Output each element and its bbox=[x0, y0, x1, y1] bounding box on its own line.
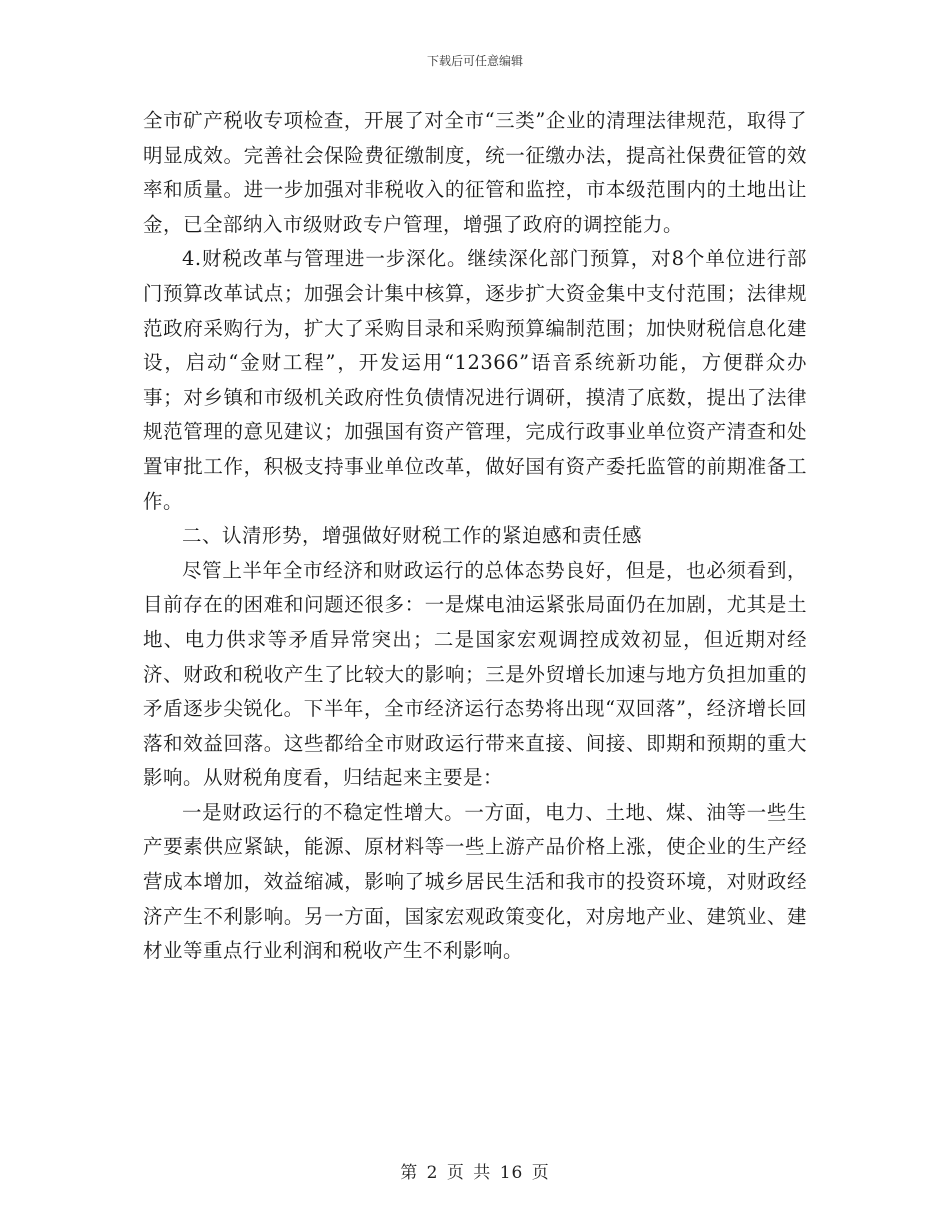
paragraph-difficulties: 尽管上半年全市经济和财政运行的总体态势良好，但是，也必须看到，目前存在的困难和问题还很多：一是煤电油运紧张局面仍在加剧，尤其是土地、电力供求等矛盾异常突出；二是国家宏观调控成效初显，但近期对经济、财政和税收产生了比较大的影响；三是外贸增长加速与地方负担加重的矛盾逐步尖锐化。下半年，全市经济运行态势将出现“双回落”，经济增长回落和效益回落。这些都给全市财政运行带来直接、间接、即期和预期的重大影响。从财税角度看，归结起来主要是： bbox=[143, 558, 807, 790]
section-heading: 二、认清形势，增强做好财税工作的紧迫感和责任感 bbox=[182, 524, 643, 548]
document-body bbox=[143, 104, 807, 969]
paragraph-tax-reform: 4.财税改革与管理进一步深化。继续深化部门预算，对8个单位进行部门预算改革试点；加强会计集中核算，逐步扩大资金集中支付范围；法律规范政府采购行为，扩大了采购目录和采购预算编制范围；加快财税信息化建设，启动“金财工程”，开发运用“12366”语音系统新功能，方便群众办事；对乡镇和市级机关政府性负债情况进行调研，摸清了底数，提出了法律规范管理的意见建议；加强国有资产管理，完成行政事业单位资产清查和处置审批工作，积极支持事业单位改革，做好国有资产委托监管的前期准备工作。 bbox=[143, 247, 807, 513]
page-footer: 第 2 页 共 16 页 bbox=[400, 1163, 550, 1183]
paragraph-instability: 一是财政运行的不稳定性增大。一方面，电力、土地、煤、油等一些生产要素供应紧缺，能源、原材料等一些上游产品价格上涨，使企业的生产经营成本增加，效益缩减，影响了城乡居民生活和我市的投资环境，对财政经济产生不利影响。另一方面，国家宏观政策变化，对房地产业、建筑业、建材业等重点行业利润和税收产生不利影响。 bbox=[143, 800, 807, 963]
page-header: 下载后可任意编辑 bbox=[426, 54, 523, 68]
paragraph-continued: 全市矿产税收专项检查，开展了对全市“三类”企业的清理法律规范，取得了明显成效。完善社会保险费征缴制度，统一征缴办法，提高社保费征管的效率和质量。进一步加强对非税收入的征管和监控，市本级范围内的土地出让金，已全部纳入市级财政专户管理，增强了政府的调控能力。 bbox=[143, 109, 807, 236]
